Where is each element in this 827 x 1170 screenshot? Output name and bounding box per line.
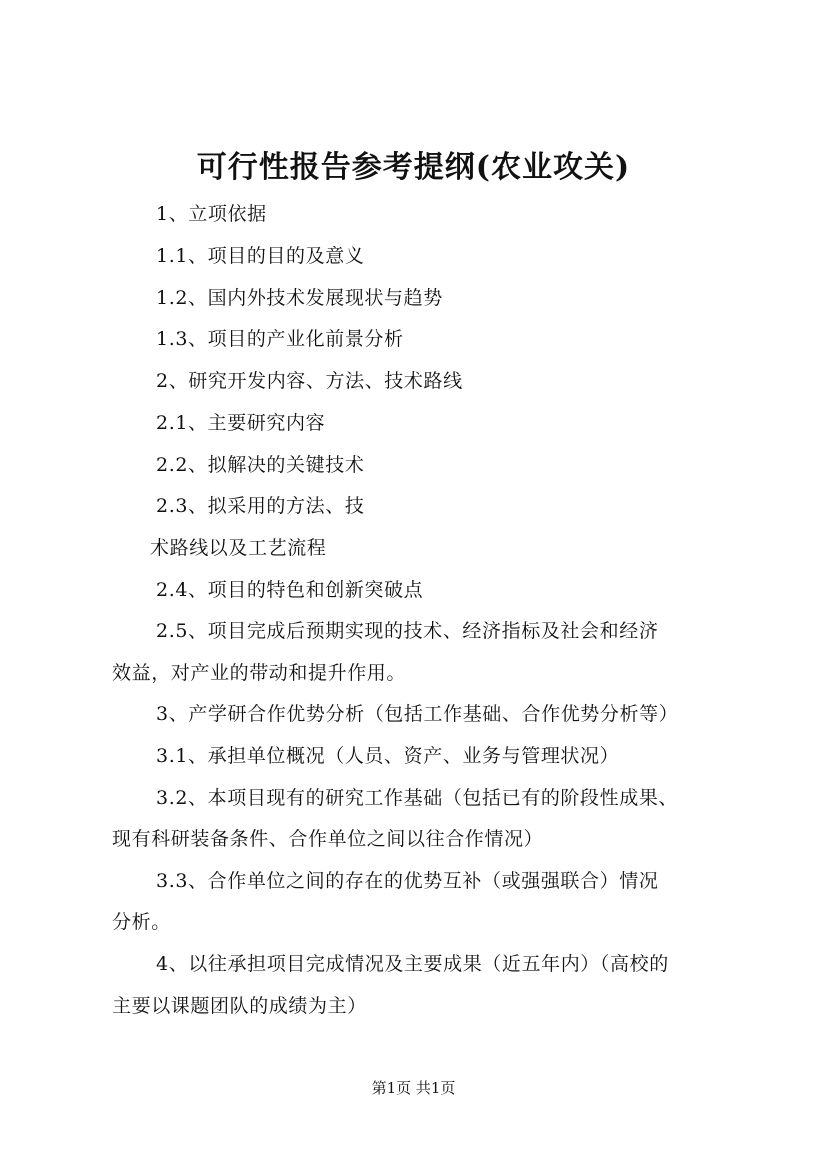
outline-line-3: 3、产学研合作优势分析（包括工作基础、合作优势分析等） [156,703,679,725]
outline-line-2-5: 2.5、项目完成后预期实现的技术、经济指标及社会和经济 [156,620,659,642]
outline-line-3-1: 3.1、承担单位概况（人员、资产、业务与管理状况） [156,745,620,767]
outline-line-3-2: 3.2、本项目现有的研究工作基础（包括已有的阶段性成果、 [156,787,679,809]
outline-line-2: 2、研究开发内容、方法、技术路线 [156,370,463,392]
outline-line-1-2: 1.2、国内外技术发展现状与趋势 [156,287,443,309]
outline-line-1-1: 1.1、项目的目的及意义 [156,245,365,267]
outline-line-3-3: 3.3、合作单位之间的存在的优势互补（或强强联合）情况 [156,870,659,892]
outline-line-2-3: 2.3、拟采用的方法、技 [156,495,365,517]
outline-line-1-3: 1.3、项目的产业化前景分析 [156,328,404,350]
outline-line-4-continued: 主要以课题团队的成绩为主） [112,995,367,1017]
outline-line-1: 1、立项依据 [156,203,267,225]
outline-line-4: 4、以往承担项目完成情况及主要成果（近五年内）（高校的 [156,953,669,975]
outline-line-3-2-continued: 现有科研装备条件、合作单位之间以往合作情况） [112,828,544,850]
document-title: 可行性报告参考提纲(农业攻关) [196,150,631,185]
outline-line-2-2: 2.2、拟解决的关键技术 [156,454,365,476]
outline-line-2-1: 2.1、主要研究内容 [156,412,326,434]
outline-line-3-3-continued: 分析。 [112,911,171,933]
outline-line-2-3-continued: 术路线以及工艺流程 [150,537,327,559]
page-footer: 第1页 共1页 [371,1079,456,1097]
outline-line-2-4: 2.4、项目的特色和创新突破点 [156,579,424,601]
outline-line-2-5-continued: 效益，对产业的带动和提升作用。 [112,662,407,684]
